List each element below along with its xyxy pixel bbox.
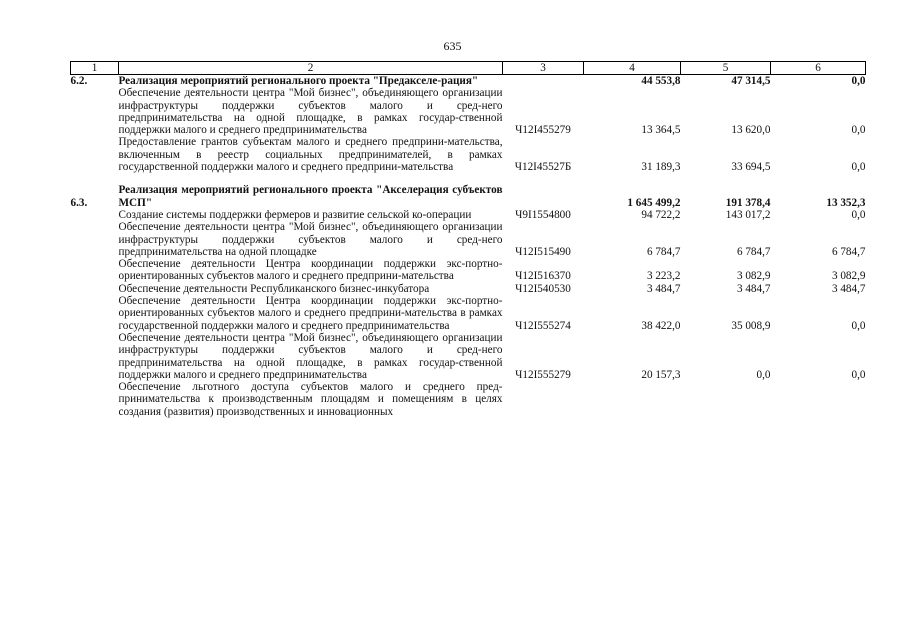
column-header: 4 — [584, 62, 681, 75]
budget-code: Ч12I555279 — [515, 368, 571, 381]
budget-code — [503, 184, 584, 209]
section-index: 6.2. — [70, 75, 88, 87]
amount-col6: 3 484,7 — [831, 282, 866, 295]
row-description: Обеспечение деятельности центра "Мой бизнес", объединяющего организации инфраструктуры поддержки субъектов малого и сред-него предпринимательства на одной площадке, в рамках государ-ственной поддержки малого и среднего предпринимательства — [118, 331, 503, 381]
amount-col5: 3 484,7 — [736, 282, 771, 295]
spacer-row — [71, 173, 866, 184]
table-row — [71, 209, 866, 221]
budget-code: Ч12I540530 — [515, 282, 571, 295]
table-row — [71, 87, 866, 136]
row-index — [71, 221, 119, 258]
amount-col4: 1 645 499,2 — [627, 196, 681, 209]
column-header: 6 — [771, 62, 866, 75]
row-description: Обеспечение деятельности Центра координации поддержки экс-портно-ориентированных субъектов малого и среднего предприни-мательства в рамках государственной поддержки малого и среднего предпринимательства — [118, 295, 503, 332]
row-index — [71, 283, 119, 295]
column-header: 2 — [119, 62, 503, 75]
row-description: Обеспечение деятельности центра "Мой бизнес", объединяющего организации инфраструктуры поддержки субъектов малого и сред-него предпринимательства на одной площадке — [118, 221, 503, 258]
row-index — [71, 258, 119, 283]
amount-col5: 47 314,5 — [731, 75, 771, 87]
row-index — [71, 209, 119, 221]
budget-code — [503, 381, 584, 418]
row-description: Предоставление грантов субъектам малого и среднего предприни-мательства, включенным в реестр социальных предпринимателей, в рамках государственной поддержки малого и среднего предприни-мательства — [118, 136, 503, 174]
amount-col6 — [771, 381, 866, 418]
amount-col6: 0,0 — [851, 75, 866, 87]
page-number: 635 — [443, 39, 462, 53]
amount-col5 — [681, 381, 771, 418]
row-description: Обеспечение деятельности Центра координации поддержки экс-портно-ориентированных субъектов малого и среднего предприни-мательства — [118, 258, 503, 283]
amount-col4: 3 484,7 — [646, 282, 681, 295]
amount-col6: 0,0 — [851, 319, 866, 332]
amount-col6: 0,0 — [851, 161, 866, 174]
budget-code: Ч12I455279 — [515, 124, 571, 137]
amount-col4: 44 553,8 — [641, 75, 681, 87]
header-row — [71, 62, 866, 75]
budget-code — [503, 75, 584, 88]
column-header: 3 — [503, 62, 584, 75]
table-row — [71, 136, 866, 173]
amount-col4: 38 422,0 — [641, 319, 681, 332]
section-index: 6.3. — [70, 196, 88, 209]
amount-col5: 6 784,7 — [736, 245, 771, 258]
amount-col6: 13 352,3 — [826, 196, 866, 209]
amount-col5: 3 082,9 — [736, 270, 771, 283]
budget-code: Ч12I515490 — [515, 245, 571, 258]
row-description: Обеспечение деятельности центра "Мой бизнес", объединяющего организации инфраструктуры поддержки субъектов малого и сред-него предпринимательства на одной площадке, в рамках государ-ственной поддержки малого и среднего предпринимательства — [118, 87, 503, 137]
row-index — [71, 136, 119, 173]
budget-code: Ч12I555274 — [515, 319, 571, 332]
amount-col6: 3 082,9 — [831, 270, 866, 283]
amount-col5: 33 694,5 — [731, 161, 771, 174]
row-index — [71, 87, 119, 136]
amount-col6: 0,0 — [851, 124, 866, 137]
amount-col4: 20 157,3 — [641, 368, 681, 381]
row-index — [71, 332, 119, 381]
amount-col6: 6 784,7 — [831, 245, 866, 258]
column-header: 1 — [71, 62, 119, 75]
amount-col5: 143 017,2 — [725, 208, 771, 221]
amount-col5: 13 620,0 — [731, 124, 771, 137]
table-row — [71, 332, 866, 381]
table-row — [71, 381, 866, 418]
amount-col5: 0,0 — [756, 368, 771, 381]
amount-col6: 0,0 — [851, 368, 866, 381]
row-description: Обеспечение льготного доступа субъектов малого и среднего пред-принимательства к производственным площадям и помещениям в целях создания (развития) производственных и инновационных — [118, 381, 503, 418]
budget-code: Ч12I516370 — [515, 270, 571, 283]
row-index — [71, 295, 119, 332]
amount-col4: 94 722,2 — [641, 208, 681, 221]
amount-col5: 191 378,4 — [725, 196, 771, 209]
column-header: 5 — [681, 62, 771, 75]
amount-col4: 13 364,5 — [641, 124, 681, 137]
row-index — [71, 381, 119, 418]
row-description: Создание системы поддержки фермеров и развитие сельской ко-операции — [118, 208, 472, 221]
table-row — [71, 283, 866, 295]
row-description: Обеспечение деятельности Республиканского бизнес-инкубатора — [118, 282, 430, 295]
amount-col4: 6 784,7 — [646, 245, 681, 258]
table-row — [71, 258, 866, 283]
table-row — [71, 221, 866, 258]
amount-col4: 3 223,2 — [646, 270, 681, 283]
budget-code: Ч12I45527Б — [514, 161, 572, 174]
section-title: Реализация мероприятий регионального проекта "Предакселе-рация" — [118, 75, 479, 87]
section-row — [71, 75, 866, 88]
budget-table — [70, 61, 866, 418]
section-title: Реализация мероприятий регионального проекта "Акселерация субъектов МСП" — [118, 184, 503, 209]
amount-col6: 0,0 — [851, 208, 866, 221]
budget-code: Ч9I1554800 — [515, 208, 571, 221]
amount-col5: 35 008,9 — [731, 319, 771, 332]
section-row — [71, 184, 866, 209]
amount-col4: 31 189,3 — [641, 161, 681, 174]
table-row — [71, 295, 866, 332]
amount-col4 — [584, 381, 681, 418]
